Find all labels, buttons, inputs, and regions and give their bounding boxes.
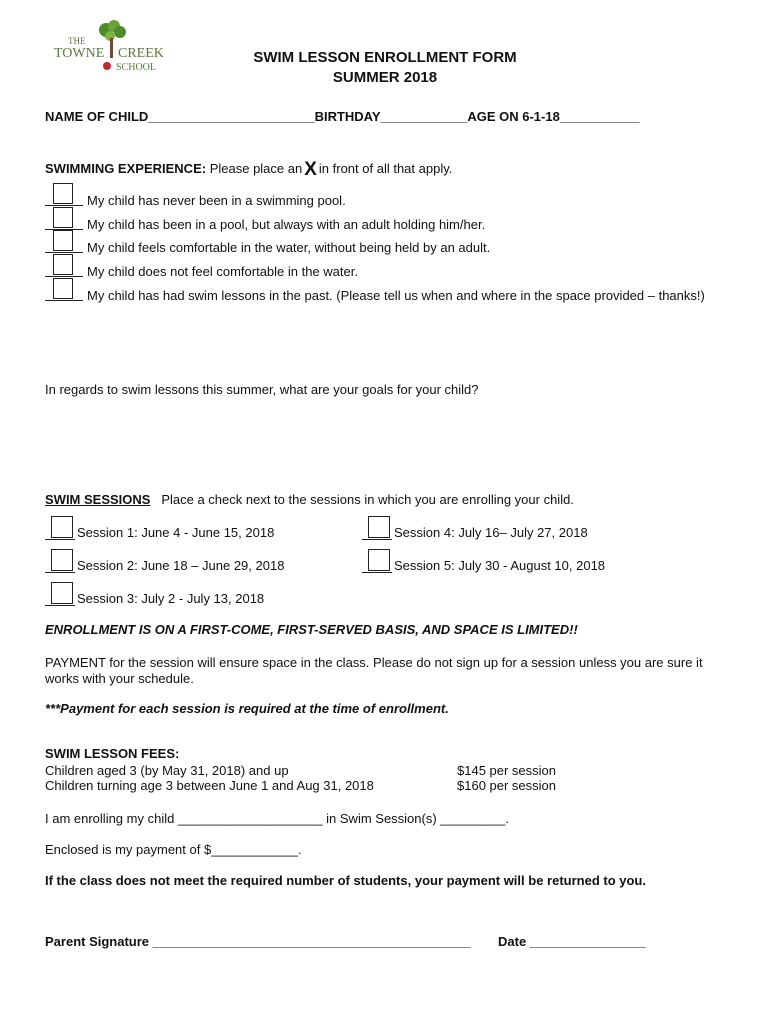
parent-signature-field[interactable]: Parent Signature ____________________________________________	[45, 934, 471, 949]
child-info-row	[45, 109, 639, 124]
child-name-label: NAME OF CHILD	[45, 109, 149, 124]
experience-checkbox-3[interactable]	[53, 230, 73, 251]
age-label: AGE ON 6-1-18	[467, 109, 560, 124]
child-name-field[interactable]: _______________________	[148, 109, 315, 124]
logo-the: THE	[68, 36, 86, 46]
payment-notice-line-2: works with your schedule.	[45, 671, 194, 686]
date-field[interactable]: Date ________________	[498, 934, 646, 949]
birthday-field[interactable]: ____________	[380, 109, 468, 124]
goals-question: In regards to swim lessons this summer, what are your goals for your child?	[45, 382, 479, 397]
session-item-5: Session 5: July 30 - August 10, 2018	[394, 558, 606, 573]
session-item-3: Session 3: July 2 - July 13, 2018	[77, 591, 265, 606]
session-checkbox-4[interactable]	[368, 516, 390, 538]
sessions-instruction: Place a check next to the sessions in which you are enrolling your child.	[161, 492, 574, 507]
payment-notice-line-1: PAYMENT for the session will ensure space in the class. Please do not sign up for a session unless you are sure it	[45, 655, 703, 670]
fee-label-2: Children turning age 3 between June 1 and Aug 31, 2018	[45, 778, 374, 793]
enrolling-line[interactable]: I am enrolling my child ____________________ in Swim Session(s) _________.	[45, 811, 509, 826]
session-checkbox-5[interactable]	[368, 549, 390, 571]
experience-item-1: My child has never been in a swimming pool.	[87, 193, 346, 208]
experience-instruction: SWIMMING EXPERIENCE: Please place an X in front of all that apply.	[45, 159, 453, 180]
experience-checkbox-4[interactable]	[53, 254, 73, 275]
birthday-label: BIRTHDAY	[314, 109, 381, 124]
session-item-2: Session 2: June 18 – June 29, 2018	[77, 558, 285, 573]
logo-towne: TOWNE	[54, 46, 105, 61]
experience-item-4: My child does not feel comfortable in the water.	[87, 264, 358, 279]
enrollment-notice: ENROLLMENT IS ON A FIRST-COME, FIRST-SERVED BASIS, AND SPACE IS LIMITED!!	[45, 622, 578, 637]
experience-checkbox-2[interactable]	[53, 207, 73, 228]
experience-item-2: My child has been in a pool, but always with an adult holding him/her.	[87, 217, 486, 232]
session-checkbox-2[interactable]	[51, 549, 73, 571]
fee-price-2: $160 per session	[457, 778, 557, 793]
x-mark: X	[304, 159, 317, 180]
refund-notice: If the class does not meet the required number of students, your payment will be returned to you.	[45, 873, 646, 888]
payment-amount-line[interactable]: Enclosed is my payment of $____________.	[45, 842, 302, 857]
session-item-4: Session 4: July 16– July 27, 2018	[394, 525, 588, 540]
experience-heading: SWIMMING EXPERIENCE:	[45, 161, 207, 176]
fee-label-1: Children aged 3 (by May 31, 2018) and up	[45, 763, 289, 778]
page-title: SWIM LESSON ENROLLMENT FORM	[253, 49, 517, 66]
sessions-instruction-row	[45, 492, 574, 507]
experience-item-5: My child has had swim lessons in the past. (Please tell us when and where in the space provided – thanks!)	[87, 288, 705, 303]
experience-checkbox-5[interactable]	[53, 278, 73, 299]
logo-creek: CREEK	[118, 46, 164, 61]
session-checkbox-1[interactable]	[51, 516, 73, 538]
session-checkbox-3[interactable]	[51, 582, 73, 604]
experience-item-3: My child feels comfortable in the water, without being held by an adult.	[87, 240, 491, 255]
age-field[interactable]: ___________	[559, 109, 640, 124]
payment-required-notice: ***Payment for each session is required at the time of enrollment.	[45, 701, 449, 716]
fee-price-1: $145 per session	[457, 763, 557, 778]
logo-school: SCHOOL	[116, 62, 157, 73]
sessions-heading: SWIM SESSIONS	[45, 492, 151, 507]
experience-checkbox-1[interactable]	[53, 183, 73, 204]
session-item-1: Session 1: June 4 - June 15, 2018	[77, 525, 275, 540]
fees-heading: SWIM LESSON FEES:	[45, 746, 180, 761]
page-subtitle: SUMMER 2018	[332, 69, 438, 86]
